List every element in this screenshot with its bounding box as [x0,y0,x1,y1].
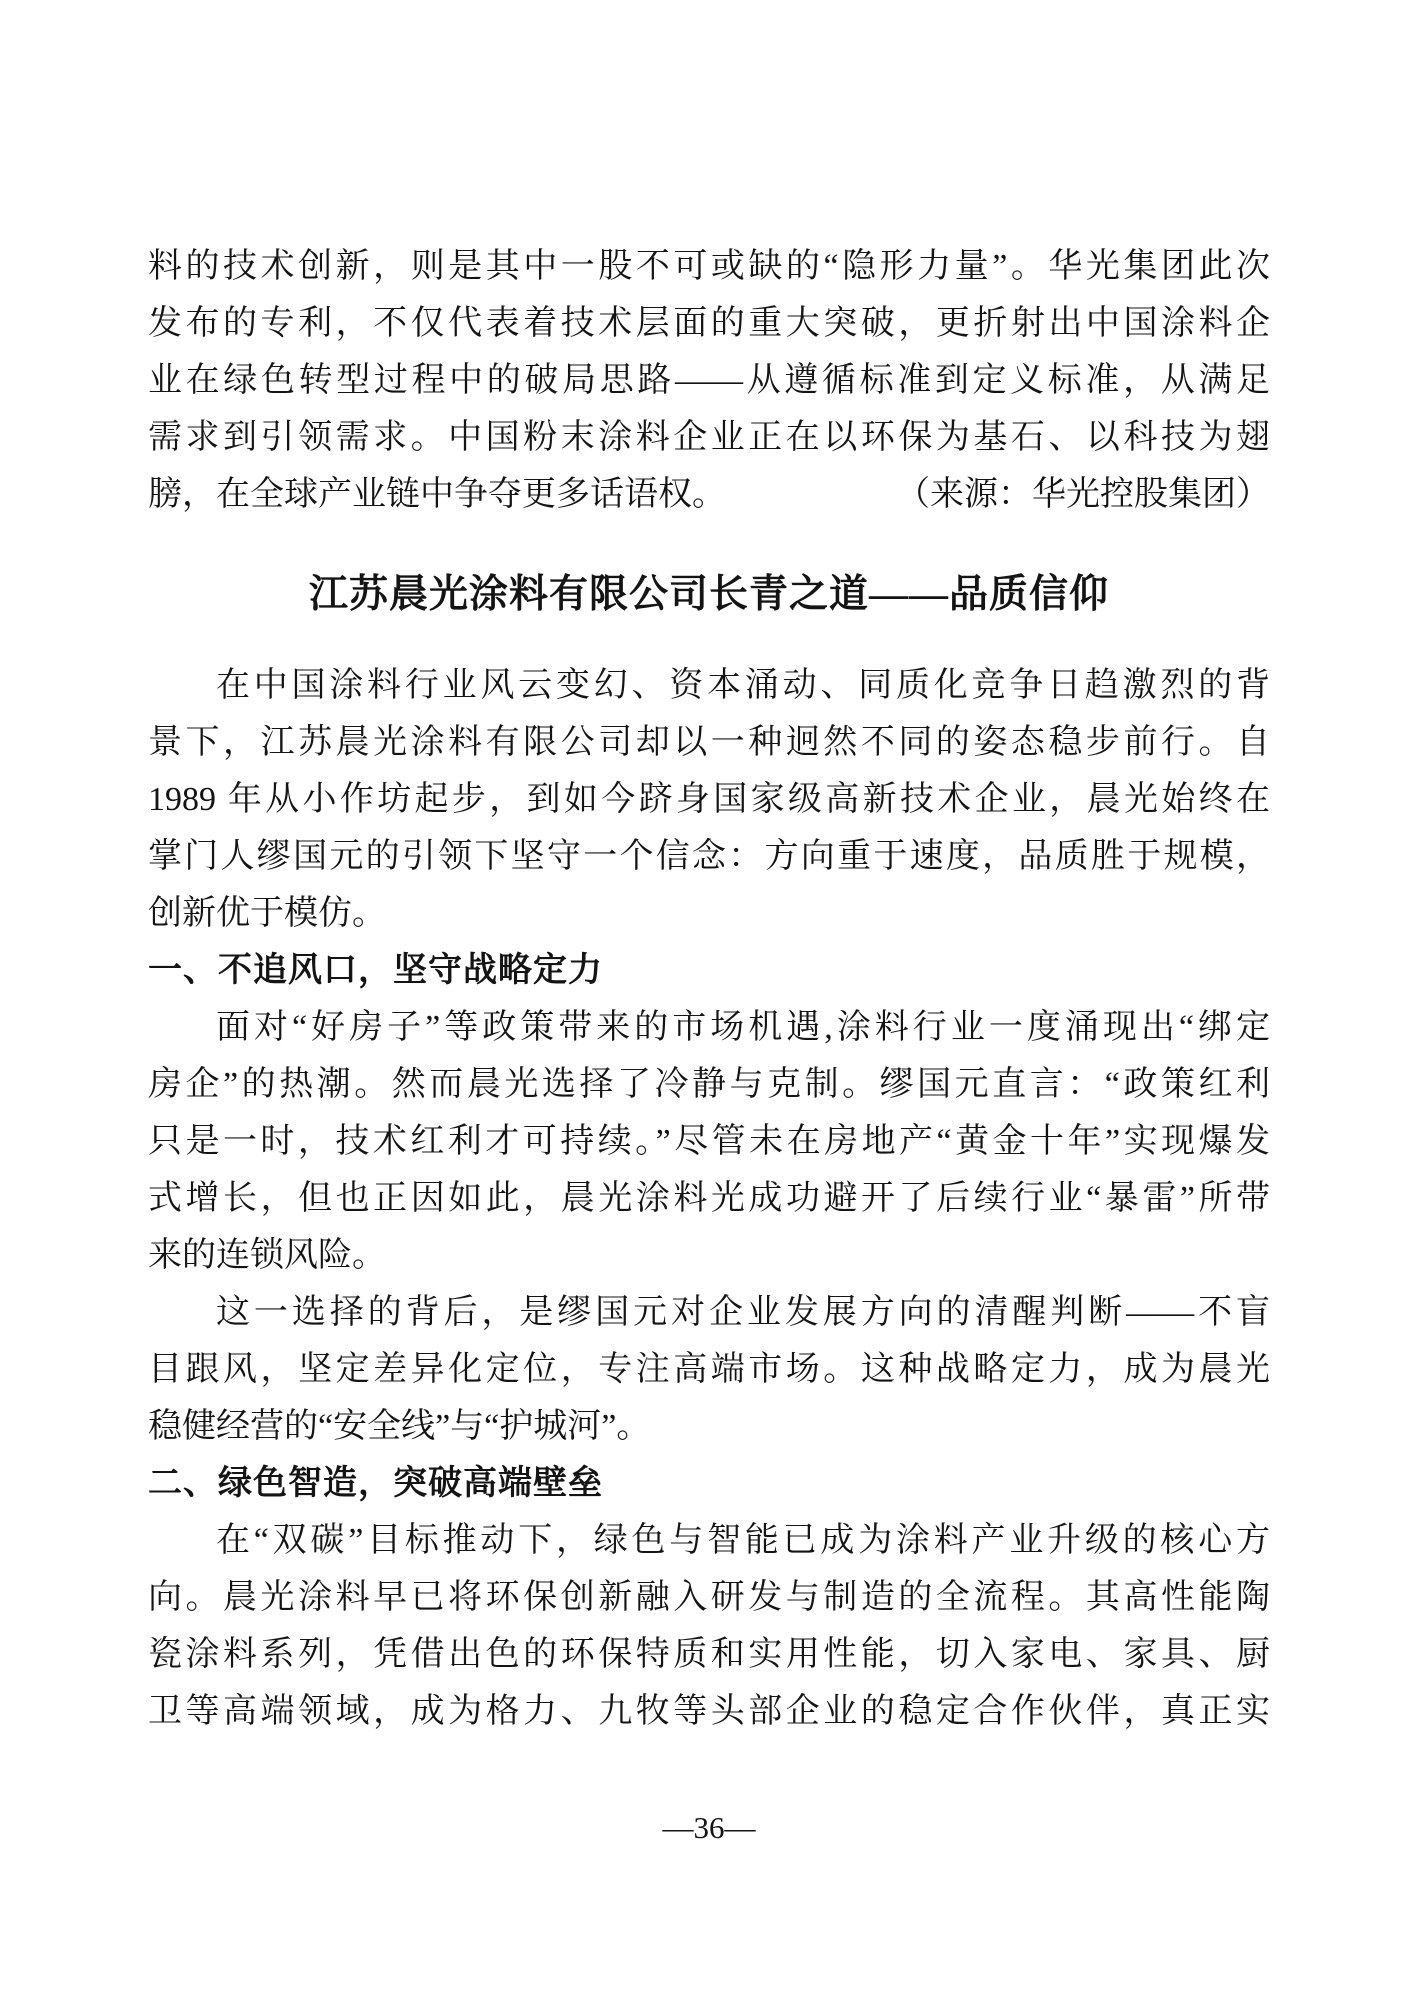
intro-paragraph [148,657,1270,942]
paragraph-line: 景下，江苏晨光涂料有限公司却以一种迥然不同的姿态稳步前行。自 [148,724,1270,761]
paragraph-line: 创新优于模仿。 [148,895,386,932]
section-2-paragraph-1 [148,1512,1270,1740]
paragraph-line: 发布的专利，不仅代表着技术层面的重大突破，更折射出中国涂料企 [148,305,1270,342]
paragraph-line: 房企”的热潮。然而晨光选择了冷静与克制。缪国元直言：“政策红利 [148,1066,1270,1103]
page-number: —36— [662,1810,756,1845]
paragraph-line: 向。晨光涂料早已将环保创新融入研发与制造的全流程。其高性能陶 [148,1579,1270,1616]
paragraph-line: 1989 年从小作坊起步，到如今跻身国家级高新技术企业，晨光始终在 [148,781,1270,818]
paragraph-line: 来的连锁风险。 [148,1237,386,1274]
paragraph-line: 在“双碳”目标推动下，绿色与智能已成为涂料产业升级的核心方 [216,1522,1270,1559]
paragraph-line: 掌门人缪国元的引领下坚守一个信念：方向重于速度，品质胜于规模， [148,838,1270,875]
paragraph-line: 式增长，但也正因如此，晨光涂料光成功避开了后续行业“暴雷”所带 [148,1180,1270,1217]
article-title: 江苏晨光涂料有限公司长青之道——品质信仰 [308,573,1109,616]
paragraph-line: 只是一时，技术红利才可持续。”尽管未在房地产“黄金十年”实现爆发 [148,1123,1270,1160]
paragraph-line: 这一选择的背后，是缪国元对企业发展方向的清醒判断——不盲 [216,1294,1270,1331]
previous-article-continuation [148,238,1270,523]
source-attribution: （来源：华光控股集团） [896,476,1270,513]
section-2 [148,1455,1270,1740]
section-1 [148,942,1270,1455]
paragraph-line: 面对“好房子”等政策带来的市场机遇,涂料行业一度涌现出“绑定 [216,1009,1270,1046]
section-1-heading: 一、不追风口，坚守战略定力 [148,951,603,989]
paragraph-line: 业在绿色转型过程中的破局思路——从遵循标准到定义标准，从满足 [148,362,1270,399]
section-2-heading: 二、绿色智造，突破高端壁垒 [148,1464,603,1502]
section-1-paragraph-1 [148,999,1270,1284]
paragraph-line: 卫等高端领域，成为格力、九牧等头部企业的稳定合作伙伴，真正实 [148,1693,1270,1730]
paragraph-line: 目跟风，坚定差异化定位，专注高端市场。这种战略定力，成为晨光 [148,1351,1270,1388]
paragraph-line: 瓷涂料系列，凭借出色的环保特质和实用性能，切入家电、家具、厨 [148,1636,1270,1673]
paragraph-line: 在中国涂料行业风云变幻、资本涌动、同质化竞争日趋激烈的背 [216,667,1270,704]
paragraph-line: 料的技术创新，则是其中一股不可或缺的“隐形力量”。华光集团此次 [148,248,1270,285]
paragraph-line: 需求到引领需求。中国粉末涂料企业正在以环保为基石、以科技为翅 [148,419,1270,456]
paragraph-line: 稳健经营的“安全线”与“护城河”。 [148,1408,651,1445]
paragraph-line: 膀，在全球产业链中争夺更多话语权。 [148,476,726,513]
paragraph-last-line-with-source [148,466,1270,523]
section-1-paragraph-2 [148,1284,1270,1455]
